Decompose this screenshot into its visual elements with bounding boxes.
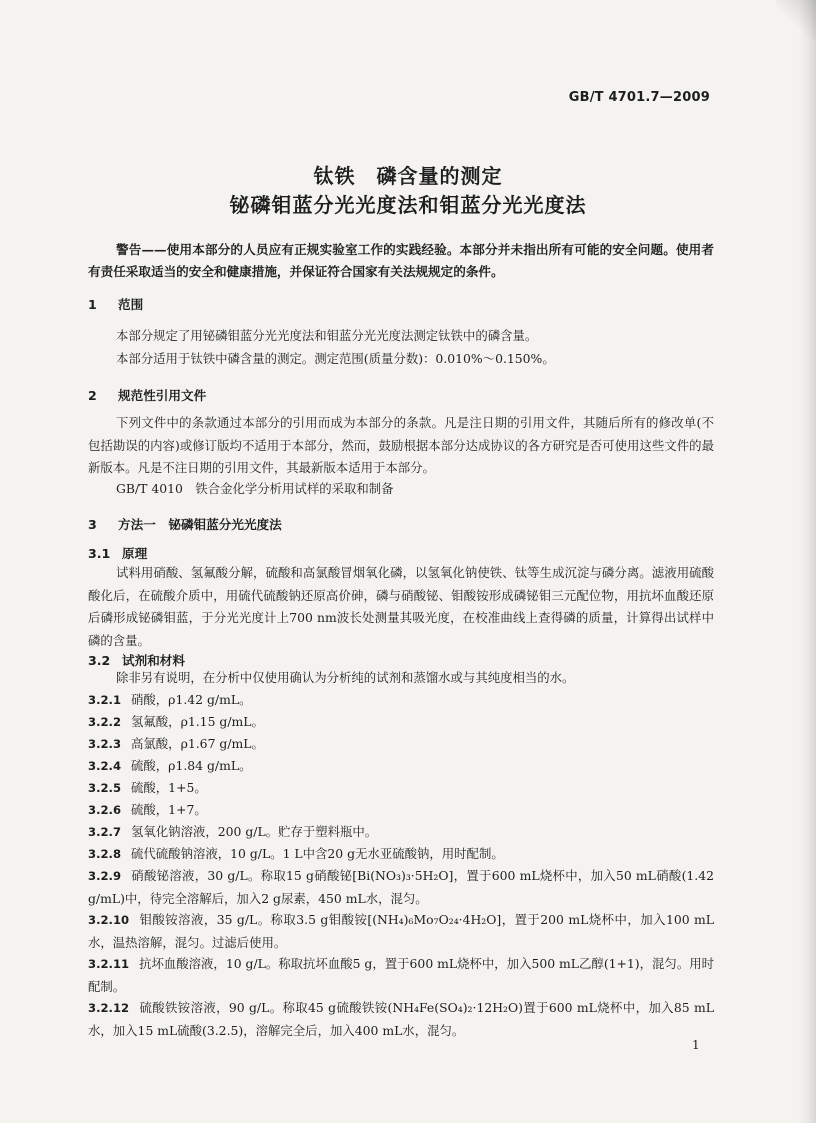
section-3-2-intro: 除非另有说明，在分析中仅使用确认为分析纯的试剂和蒸馏水或与其纯度相当的水。 — [116, 670, 575, 685]
section-title: 范围 — [118, 297, 144, 312]
section-title: 原理 — [122, 546, 148, 561]
list-item: 3.2.11 抗坏血酸溶液，10 g/L。称取抗坏血酸5 g，置于600 mL烧杯中，加入500 mL乙醇(1+1)，混匀。用时配制。 — [88, 956, 714, 994]
list-item: 3.2.1 硝酸，ρ1.42 g/mL。 — [88, 692, 252, 707]
list-item: 3.2.6 硫酸，1+7。 — [88, 802, 207, 817]
section-2-heading — [88, 385, 206, 404]
section-number: 3.2 — [88, 653, 111, 668]
section-number: 1 — [88, 297, 97, 312]
safety-warning: 警告——使用本部分的人员应有正规实验室工作的实践经验。本部分并未指出所有可能的安全问题。使用者有责任采取适当的安全和健康措施，并保证符合国家有关法规规定的条件。 — [88, 242, 714, 279]
list-item: 3.2.8 硫代硫酸钠溶液，10 g/L。1 L中含20 g无水亚硫酸钠，用时配制。 — [88, 846, 504, 861]
section-1-paragraph-2: 本部分适用于钛铁中磷含量的测定。测定范围(质量分数)：0.010%～0.150%。 — [116, 351, 555, 366]
section-1-paragraph-1: 本部分规定了用铋磷钼蓝分光光度法和钼蓝分光光度法测定钛铁中的磷含量。 — [116, 328, 538, 343]
section-2-paragraph-1: 下列文件中的条款通过本部分的引用而成为本部分的条款。凡是注日期的引用文件，其随后所有的修改单(不包括勘误的内容)或修订版均不适用于本部分，然而，鼓励根据本部分达成协议的各方研究是否可使用这些文件的最新版本。凡是不注日期的引用文件，其最新版本适用于本部分。 — [88, 415, 714, 475]
section-title: 方法一 铋磷钼蓝分光光度法 — [118, 517, 282, 532]
title-line-1: 钛铁 磷含量的测定 — [313, 164, 503, 188]
list-item: 3.2.9 硝酸铋溶液，30 g/L。称取15 g硝酸铋[Bi(NO₃)₃·5H₂O]，置于600 mL烧杯中，加入50 mL硝酸(1.42 g/mL)中，待完全溶解后，加入2 g尿素，450 mL水，混匀。 — [88, 868, 714, 906]
section-number: 3.1 — [88, 546, 111, 561]
normative-reference: GB/T 4010 铁合金化学分析用试样的采取和制备 — [116, 481, 394, 496]
list-item: 3.2.10 钼酸铵溶液，35 g/L。称取3.5 g钼酸铵[(NH₄)₆Mo₇O₂₄·4H₂O]，置于200 mL烧杯中，加入100 mL水，温热溶解，混匀。过滤后使用。 — [88, 912, 714, 950]
section-title: 试剂和材料 — [122, 653, 185, 668]
list-item: 3.2.5 硫酸，1+5。 — [88, 780, 207, 795]
section-number: 3 — [88, 517, 97, 532]
scan-corner-shadow — [776, 0, 816, 40]
title-line-2: 铋磷钼蓝分光光度法和钼蓝分光光度法 — [229, 193, 587, 217]
page-number: 1 — [692, 1038, 700, 1052]
section-3-1-heading — [88, 543, 147, 562]
list-item: 3.2.2 氢氟酸，ρ1.15 g/mL。 — [88, 714, 264, 729]
scan-edge-shadow — [798, 0, 816, 1123]
list-item: 3.2.12 硫酸铁铵溶液，90 g/L。称取45 g硫酸铁铵(NH₄Fe(SO₄)₂·12H₂O)置于600 mL烧杯中，加入85 mL水，加入15 mL硫酸(3.2.5)，溶解完全后，加入400 mL水，混匀。 — [88, 1000, 714, 1038]
section-1-heading — [88, 294, 143, 313]
section-3-heading — [88, 514, 282, 533]
list-item: 3.2.7 氢氧化钠溶液，200 g/L。贮存于塑料瓶中。 — [88, 824, 378, 839]
standard-code: GB/T 4701.7—2009 — [568, 90, 710, 105]
list-item: 3.2.4 硫酸，ρ1.84 g/mL。 — [88, 758, 252, 773]
section-number: 2 — [88, 388, 97, 403]
section-title: 规范性引用文件 — [118, 388, 207, 403]
section-3-1-paragraph: 试料用硝酸、氢氟酸分解，硫酸和高氯酸冒烟氧化磷，以氢氧化钠使铁、钛等生成沉淀与磷分离。滤液用硫酸酸化后，在硫酸介质中，用硫代硫酸钠还原高价砷，磷与硝酸铋、钼酸铵形成磷铋钼三元配位物，用抗坏血酸还原后磷形成铋磷钼蓝，于分光光度计上700 nm波长处测量其吸光度，在校准曲线上查得磷的质量，计算得出试样中磷的含量。 — [88, 565, 714, 648]
list-item: 3.2.3 高氯酸，ρ1.67 g/mL。 — [88, 736, 264, 751]
